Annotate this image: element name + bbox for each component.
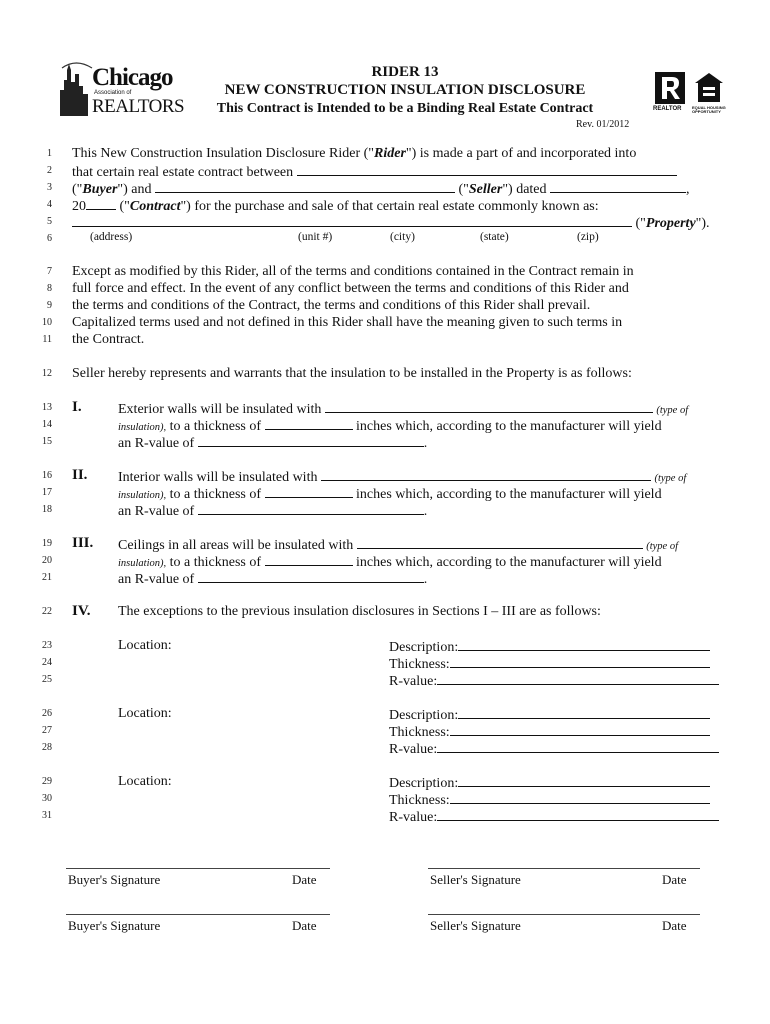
section-iii-line-2: insulation), to a thickness of inches which, according to the manufacturer will yield	[118, 552, 662, 572]
exception-3-location-label: Location:	[118, 774, 172, 789]
buyer-date-label: Date	[292, 872, 317, 887]
buyer-signature-line-1[interactable]	[66, 868, 330, 869]
line-number: 3	[47, 182, 52, 193]
line-number: 4	[47, 199, 52, 210]
seller-signature-line-2[interactable]	[428, 914, 700, 915]
seller-date-label: Date	[662, 872, 687, 887]
section-iv-text: The exceptions to the previous insulation disclosures in Sections I – III are as follows:	[118, 604, 601, 619]
line-number: 23	[42, 640, 52, 651]
equal-housing-label: EQUAL HOUSING OPPORTUNITY	[692, 105, 726, 114]
seller-signature-label: Seller's Signature	[430, 918, 521, 933]
binding-contract-tagline: This Contract is Intended to be a Binding Real Estate Contract	[216, 101, 594, 116]
intro-line-1: This New Construction Insulation Disclosure Rider ("Rider") is made a part of and incorporated into	[72, 146, 637, 161]
line-number: 24	[42, 657, 52, 668]
line-number: 1	[47, 148, 52, 159]
buyer-term: Buyer	[82, 182, 118, 197]
exception-1-location-label: Location:	[118, 638, 172, 653]
line-number: 26	[42, 708, 52, 719]
city-label: (city)	[390, 231, 415, 243]
line-number: 30	[42, 793, 52, 804]
document-title: NEW CONSTRUCTION INSULATION DISCLOSURE	[224, 82, 586, 98]
section-iii-number: III.	[72, 535, 94, 551]
contract-parties-field[interactable]	[297, 162, 677, 176]
section-ii-line-2: insulation), to a thickness of inches which, according to the manufacturer will yield	[118, 484, 662, 504]
paragraph-line: Except as modified by this Rider, all of the terms and conditions contained in the Contract remain in	[72, 264, 634, 279]
line-number: 31	[42, 810, 52, 821]
exception-1-rvalue: R-value:	[389, 671, 719, 690]
section-iii-line-1: Ceilings in all areas will be insulated with (type of	[118, 535, 678, 555]
buyer-date-label: Date	[292, 918, 317, 933]
line-number: 5	[47, 216, 52, 227]
line-number: 9	[47, 300, 52, 311]
line-number: 25	[42, 674, 52, 685]
rider-number: RIDER 13	[371, 64, 439, 80]
realtor-label: REALTOR	[653, 106, 682, 112]
exception-3-rvalue: R-value:	[389, 807, 719, 826]
line-number: 14	[42, 419, 52, 430]
seller-name-field[interactable]	[155, 179, 455, 193]
line-number: 8	[47, 283, 52, 294]
intro-line-4: 20 ("Contract") for the purchase and sale of that certain real estate commonly known as:	[72, 196, 599, 215]
line-number: 13	[42, 402, 52, 413]
line-number: 10	[42, 317, 52, 328]
buyer-signature-label: Buyer's Signature	[68, 872, 161, 887]
revision-date: Rev. 01/2012	[576, 119, 630, 130]
line-number: 7	[47, 266, 52, 277]
section-i-line-3: an R-value of .	[118, 433, 427, 452]
exterior-rvalue-field[interactable]	[198, 433, 424, 447]
seller-term: Seller	[468, 182, 503, 197]
line-number: 15	[42, 436, 52, 447]
exception-2-thickness: Thickness:	[389, 722, 710, 741]
contract-year-field[interactable]	[86, 196, 116, 210]
address-label: (address)	[90, 231, 133, 243]
state-label: (state)	[480, 231, 509, 243]
contract-date-field[interactable]	[550, 179, 686, 193]
interior-rvalue-field[interactable]	[198, 501, 424, 515]
rider-term: Rider	[374, 146, 406, 161]
intro-line-2: that certain real estate contract between	[72, 162, 677, 181]
intro-line-5: ("Property").	[72, 213, 710, 232]
line-number: 28	[42, 742, 52, 753]
line-number: 12	[42, 368, 52, 379]
exception-1-thickness: Thickness:	[389, 654, 710, 673]
exception-2-description: Description:	[389, 705, 710, 724]
exception-2-rvalue: R-value:	[389, 739, 719, 758]
property-term: Property	[645, 216, 696, 231]
zip-label: (zip)	[577, 231, 599, 243]
line-number: 22	[42, 606, 52, 617]
section-iv-number: IV.	[72, 603, 91, 619]
exception-2-thickness-field[interactable]	[450, 722, 710, 736]
paragraph-line: the terms and conditions of the Contract, the terms and conditions of this Rider shall prevail.	[72, 298, 591, 313]
chicago-realtors-logo	[58, 58, 185, 120]
exception-2-rvalue-field[interactable]	[437, 739, 719, 753]
seller-signature-line-1[interactable]	[428, 868, 700, 869]
exception-1-description-field[interactable]	[458, 637, 710, 651]
line-number: 21	[42, 572, 52, 583]
unit-label: (unit #)	[298, 231, 333, 243]
section-iii-line-3: an R-value of .	[118, 569, 427, 588]
ceiling-thickness-field[interactable]	[265, 552, 353, 566]
line-number: 17	[42, 487, 52, 498]
logo-text-chicago: Chicago	[92, 64, 173, 91]
realtor-logo	[655, 72, 689, 116]
line-number: 11	[42, 334, 52, 345]
seller-signature-label: Seller's Signature	[430, 872, 521, 887]
line-number: 6	[47, 233, 52, 244]
exception-2-location-label: Location:	[118, 706, 172, 721]
section-ii-line-1: Interior walls will be insulated with (type of	[118, 467, 686, 487]
paragraph-line: the Contract.	[72, 332, 145, 347]
line-number: 2	[47, 165, 52, 176]
equal-housing-icon	[694, 72, 724, 104]
paragraph-line: full force and effect. In the event of any conflict between the terms and conditions of this Rider and	[72, 281, 629, 296]
exterior-thickness-field[interactable]	[265, 416, 353, 430]
exception-1-rvalue-field[interactable]	[437, 671, 719, 685]
section-i-line-2: insulation), to a thickness of inches which, according to the manufacturer will yield	[118, 416, 662, 436]
warranty-statement: Seller hereby represents and warrants that the insulation to be installed in the Property is as follows:	[72, 366, 632, 381]
ceiling-insulation-type-field[interactable]	[357, 535, 643, 549]
logo-text-realtors: REALTORS	[92, 96, 185, 117]
exception-3-rvalue-field[interactable]	[437, 807, 719, 821]
line-number: 29	[42, 776, 52, 787]
exception-3-thickness: Thickness:	[389, 790, 710, 809]
exception-2-description-field[interactable]	[458, 705, 710, 719]
paragraph-line: Capitalized terms used and not defined in this Rider shall have the meaning given to such terms in	[72, 315, 623, 330]
buyer-signature-label: Buyer's Signature	[68, 918, 161, 933]
section-i-line-1: Exterior walls will be insulated with (type of	[118, 399, 688, 419]
line-number: 18	[42, 504, 52, 515]
exterior-insulation-type-field[interactable]	[325, 399, 653, 413]
interior-thickness-field[interactable]	[265, 484, 353, 498]
line-number: 27	[42, 725, 52, 736]
intro-line-3: ("Buyer") and ("Seller") dated ,	[72, 179, 690, 198]
exception-3-description: Description:	[389, 773, 710, 792]
line-number: 16	[42, 470, 52, 481]
line-number: 20	[42, 555, 52, 566]
equal-housing-logo	[694, 72, 728, 116]
interior-insulation-type-field[interactable]	[321, 467, 651, 481]
exception-1-thickness-field[interactable]	[450, 654, 710, 668]
logo-text-association: Association of	[94, 90, 132, 96]
line-number: 19	[42, 538, 52, 549]
contract-term: Contract	[129, 199, 181, 214]
skyline-icon	[58, 60, 94, 118]
realtor-r-icon	[655, 72, 685, 104]
seller-date-label: Date	[662, 918, 687, 933]
exception-1-description: Description:	[389, 637, 710, 656]
section-ii-line-3: an R-value of .	[118, 501, 427, 520]
property-address-field[interactable]	[72, 213, 632, 227]
exception-3-thickness-field[interactable]	[450, 790, 710, 804]
section-i-number: I.	[72, 399, 82, 415]
section-ii-number: II.	[72, 467, 88, 483]
exception-3-description-field[interactable]	[458, 773, 710, 787]
ceiling-rvalue-field[interactable]	[198, 569, 424, 583]
buyer-signature-line-2[interactable]	[66, 914, 330, 915]
